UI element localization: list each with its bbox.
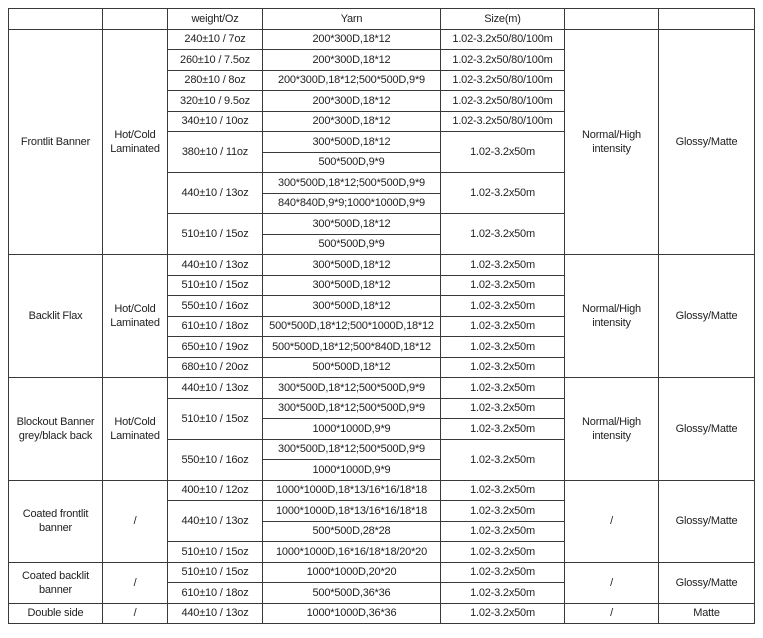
weight-cell: 380±10 / 11oz bbox=[168, 132, 263, 173]
yarn-cell: 1000*1000D,20*20 bbox=[263, 562, 441, 583]
size-cell: 1.02-3.2x50m bbox=[441, 378, 565, 399]
size-cell: 1.02-3.2x50m bbox=[441, 296, 565, 317]
size-cell: 1.02-3.2x50/80/100m bbox=[441, 70, 565, 91]
yarn-cell: 300*500D,18*12 bbox=[263, 296, 441, 317]
weight-cell: 340±10 / 10oz bbox=[168, 111, 263, 132]
yarn-cell: 840*840D,9*9;1000*1000D,9*9 bbox=[263, 193, 441, 214]
weight-cell: 510±10 / 15oz bbox=[168, 214, 263, 255]
product-name: Double side bbox=[9, 603, 103, 624]
size-cell: 1.02-3.2x50m bbox=[441, 275, 565, 296]
lamination-cell: / bbox=[103, 562, 168, 603]
header-intensity-cell bbox=[565, 9, 659, 30]
size-cell: 1.02-3.2x50m bbox=[441, 521, 565, 542]
weight-cell: 650±10 / 19oz bbox=[168, 337, 263, 358]
weight-cell: 440±10 / 13oz bbox=[168, 501, 263, 542]
yarn-cell: 500*500D,28*28 bbox=[263, 521, 441, 542]
yarn-cell: 200*300D,18*12 bbox=[263, 50, 441, 71]
lamination-cell: / bbox=[103, 603, 168, 624]
finish-cell: Glossy/Matte bbox=[659, 562, 755, 603]
weight-cell: 680±10 / 20oz bbox=[168, 357, 263, 378]
yarn-cell: 300*500D,18*12;500*500D,9*9 bbox=[263, 439, 441, 460]
spec-table bbox=[8, 8, 755, 624]
yarn-cell: 1000*1000D,9*9 bbox=[263, 419, 441, 440]
product-name: Blockout Banner grey/black back bbox=[9, 378, 103, 481]
intensity-cell: Normal/High intensity bbox=[565, 255, 659, 378]
size-cell: 1.02-3.2x50m bbox=[441, 439, 565, 480]
size-cell: 1.02-3.2x50m bbox=[441, 132, 565, 173]
yarn-cell: 200*300D,18*12 bbox=[263, 29, 441, 50]
size-cell: 1.02-3.2x50m bbox=[441, 255, 565, 276]
yarn-cell: 200*300D,18*12;500*500D,9*9 bbox=[263, 70, 441, 91]
yarn-cell: 300*500D,18*12 bbox=[263, 214, 441, 235]
header-size: Size(m) bbox=[441, 9, 565, 30]
lamination-cell: / bbox=[103, 480, 168, 562]
yarn-cell: 1000*1000D,18*13/16*16/18*18 bbox=[263, 480, 441, 501]
table-row bbox=[9, 255, 755, 276]
size-cell: 1.02-3.2x50m bbox=[441, 542, 565, 563]
yarn-cell: 300*500D,18*12 bbox=[263, 255, 441, 276]
header-lamination-cell bbox=[103, 9, 168, 30]
size-cell: 1.02-3.2x50/80/100m bbox=[441, 91, 565, 112]
weight-cell: 440±10 / 13oz bbox=[168, 603, 263, 624]
weight-cell: 550±10 / 16oz bbox=[168, 439, 263, 480]
size-cell: 1.02-3.2x50m bbox=[441, 173, 565, 214]
finish-cell: Glossy/Matte bbox=[659, 29, 755, 255]
header-yarn: Yarn bbox=[263, 9, 441, 30]
size-cell: 1.02-3.2x50m bbox=[441, 357, 565, 378]
size-cell: 1.02-3.2x50m bbox=[441, 419, 565, 440]
weight-cell: 260±10 / 7.5oz bbox=[168, 50, 263, 71]
intensity-cell: Normal/High intensity bbox=[565, 29, 659, 255]
size-cell: 1.02-3.2x50m bbox=[441, 562, 565, 583]
lamination-cell: Hot/Cold Laminated bbox=[103, 255, 168, 378]
yarn-cell: 500*500D,36*36 bbox=[263, 583, 441, 604]
yarn-cell: 1000*1000D,36*36 bbox=[263, 603, 441, 624]
yarn-cell: 500*500D,18*12;500*1000D,18*12 bbox=[263, 316, 441, 337]
yarn-cell: 300*500D,18*12 bbox=[263, 132, 441, 153]
yarn-cell: 200*300D,18*12 bbox=[263, 111, 441, 132]
weight-cell: 610±10 / 18oz bbox=[168, 316, 263, 337]
size-cell: 1.02-3.2x50/80/100m bbox=[441, 29, 565, 50]
table-row bbox=[9, 480, 755, 501]
weight-cell: 440±10 / 13oz bbox=[168, 378, 263, 399]
table-row bbox=[9, 29, 755, 50]
finish-cell: Glossy/Matte bbox=[659, 480, 755, 562]
yarn-cell: 500*500D,9*9 bbox=[263, 152, 441, 173]
weight-cell: 440±10 / 13oz bbox=[168, 173, 263, 214]
size-cell: 1.02-3.2x50m bbox=[441, 501, 565, 522]
table-row bbox=[9, 378, 755, 399]
weight-cell: 320±10 / 9.5oz bbox=[168, 91, 263, 112]
yarn-cell: 300*500D,18*12 bbox=[263, 275, 441, 296]
weight-cell: 510±10 / 15oz bbox=[168, 562, 263, 583]
weight-cell: 400±10 / 12oz bbox=[168, 480, 263, 501]
yarn-cell: 500*500D,9*9 bbox=[263, 234, 441, 255]
weight-cell: 510±10 / 15oz bbox=[168, 542, 263, 563]
product-name: Backlit Flax bbox=[9, 255, 103, 378]
size-cell: 1.02-3.2x50m bbox=[441, 583, 565, 604]
size-cell: 1.02-3.2x50m bbox=[441, 398, 565, 419]
weight-cell: 610±10 / 18oz bbox=[168, 583, 263, 604]
size-cell: 1.02-3.2x50/80/100m bbox=[441, 111, 565, 132]
size-cell: 1.02-3.2x50m bbox=[441, 316, 565, 337]
product-name: Frontlit Banner bbox=[9, 29, 103, 255]
yarn-cell: 500*500D,18*12;500*840D,18*12 bbox=[263, 337, 441, 358]
weight-cell: 280±10 / 8oz bbox=[168, 70, 263, 91]
finish-cell: Glossy/Matte bbox=[659, 378, 755, 481]
size-cell: 1.02-3.2x50/80/100m bbox=[441, 50, 565, 71]
yarn-cell: 300*500D,18*12;500*500D,9*9 bbox=[263, 173, 441, 194]
yarn-cell: 1000*1000D,18*13/16*16/18*18 bbox=[263, 501, 441, 522]
finish-cell: Glossy/Matte bbox=[659, 255, 755, 378]
weight-cell: 240±10 / 7oz bbox=[168, 29, 263, 50]
product-name: Coated frontlit banner bbox=[9, 480, 103, 562]
intensity-cell: Normal/High intensity bbox=[565, 378, 659, 481]
intensity-cell: / bbox=[565, 480, 659, 562]
weight-cell: 550±10 / 16oz bbox=[168, 296, 263, 317]
header-row bbox=[9, 9, 755, 30]
yarn-cell: 1000*1000D,16*16/18*18/20*20 bbox=[263, 542, 441, 563]
lamination-cell: Hot/Cold Laminated bbox=[103, 29, 168, 255]
product-name: Coated backlit banner bbox=[9, 562, 103, 603]
size-cell: 1.02-3.2x50m bbox=[441, 337, 565, 358]
intensity-cell: / bbox=[565, 603, 659, 624]
lamination-cell: Hot/Cold Laminated bbox=[103, 378, 168, 481]
size-cell: 1.02-3.2x50m bbox=[441, 603, 565, 624]
yarn-cell: 200*300D,18*12 bbox=[263, 91, 441, 112]
header-weight: weight/Oz bbox=[168, 9, 263, 30]
weight-cell: 510±10 / 15oz bbox=[168, 398, 263, 439]
header-product-cell bbox=[9, 9, 103, 30]
finish-cell: Matte bbox=[659, 603, 755, 624]
weight-cell: 510±10 / 15oz bbox=[168, 275, 263, 296]
header-finish-cell bbox=[659, 9, 755, 30]
yarn-cell: 300*500D,18*12;500*500D,9*9 bbox=[263, 398, 441, 419]
weight-cell: 440±10 / 13oz bbox=[168, 255, 263, 276]
size-cell: 1.02-3.2x50m bbox=[441, 480, 565, 501]
size-cell: 1.02-3.2x50m bbox=[441, 214, 565, 255]
yarn-cell: 500*500D,18*12 bbox=[263, 357, 441, 378]
yarn-cell: 1000*1000D,9*9 bbox=[263, 460, 441, 481]
table-row bbox=[9, 603, 755, 624]
yarn-cell: 300*500D,18*12;500*500D,9*9 bbox=[263, 378, 441, 399]
intensity-cell: / bbox=[565, 562, 659, 603]
table-row bbox=[9, 562, 755, 583]
